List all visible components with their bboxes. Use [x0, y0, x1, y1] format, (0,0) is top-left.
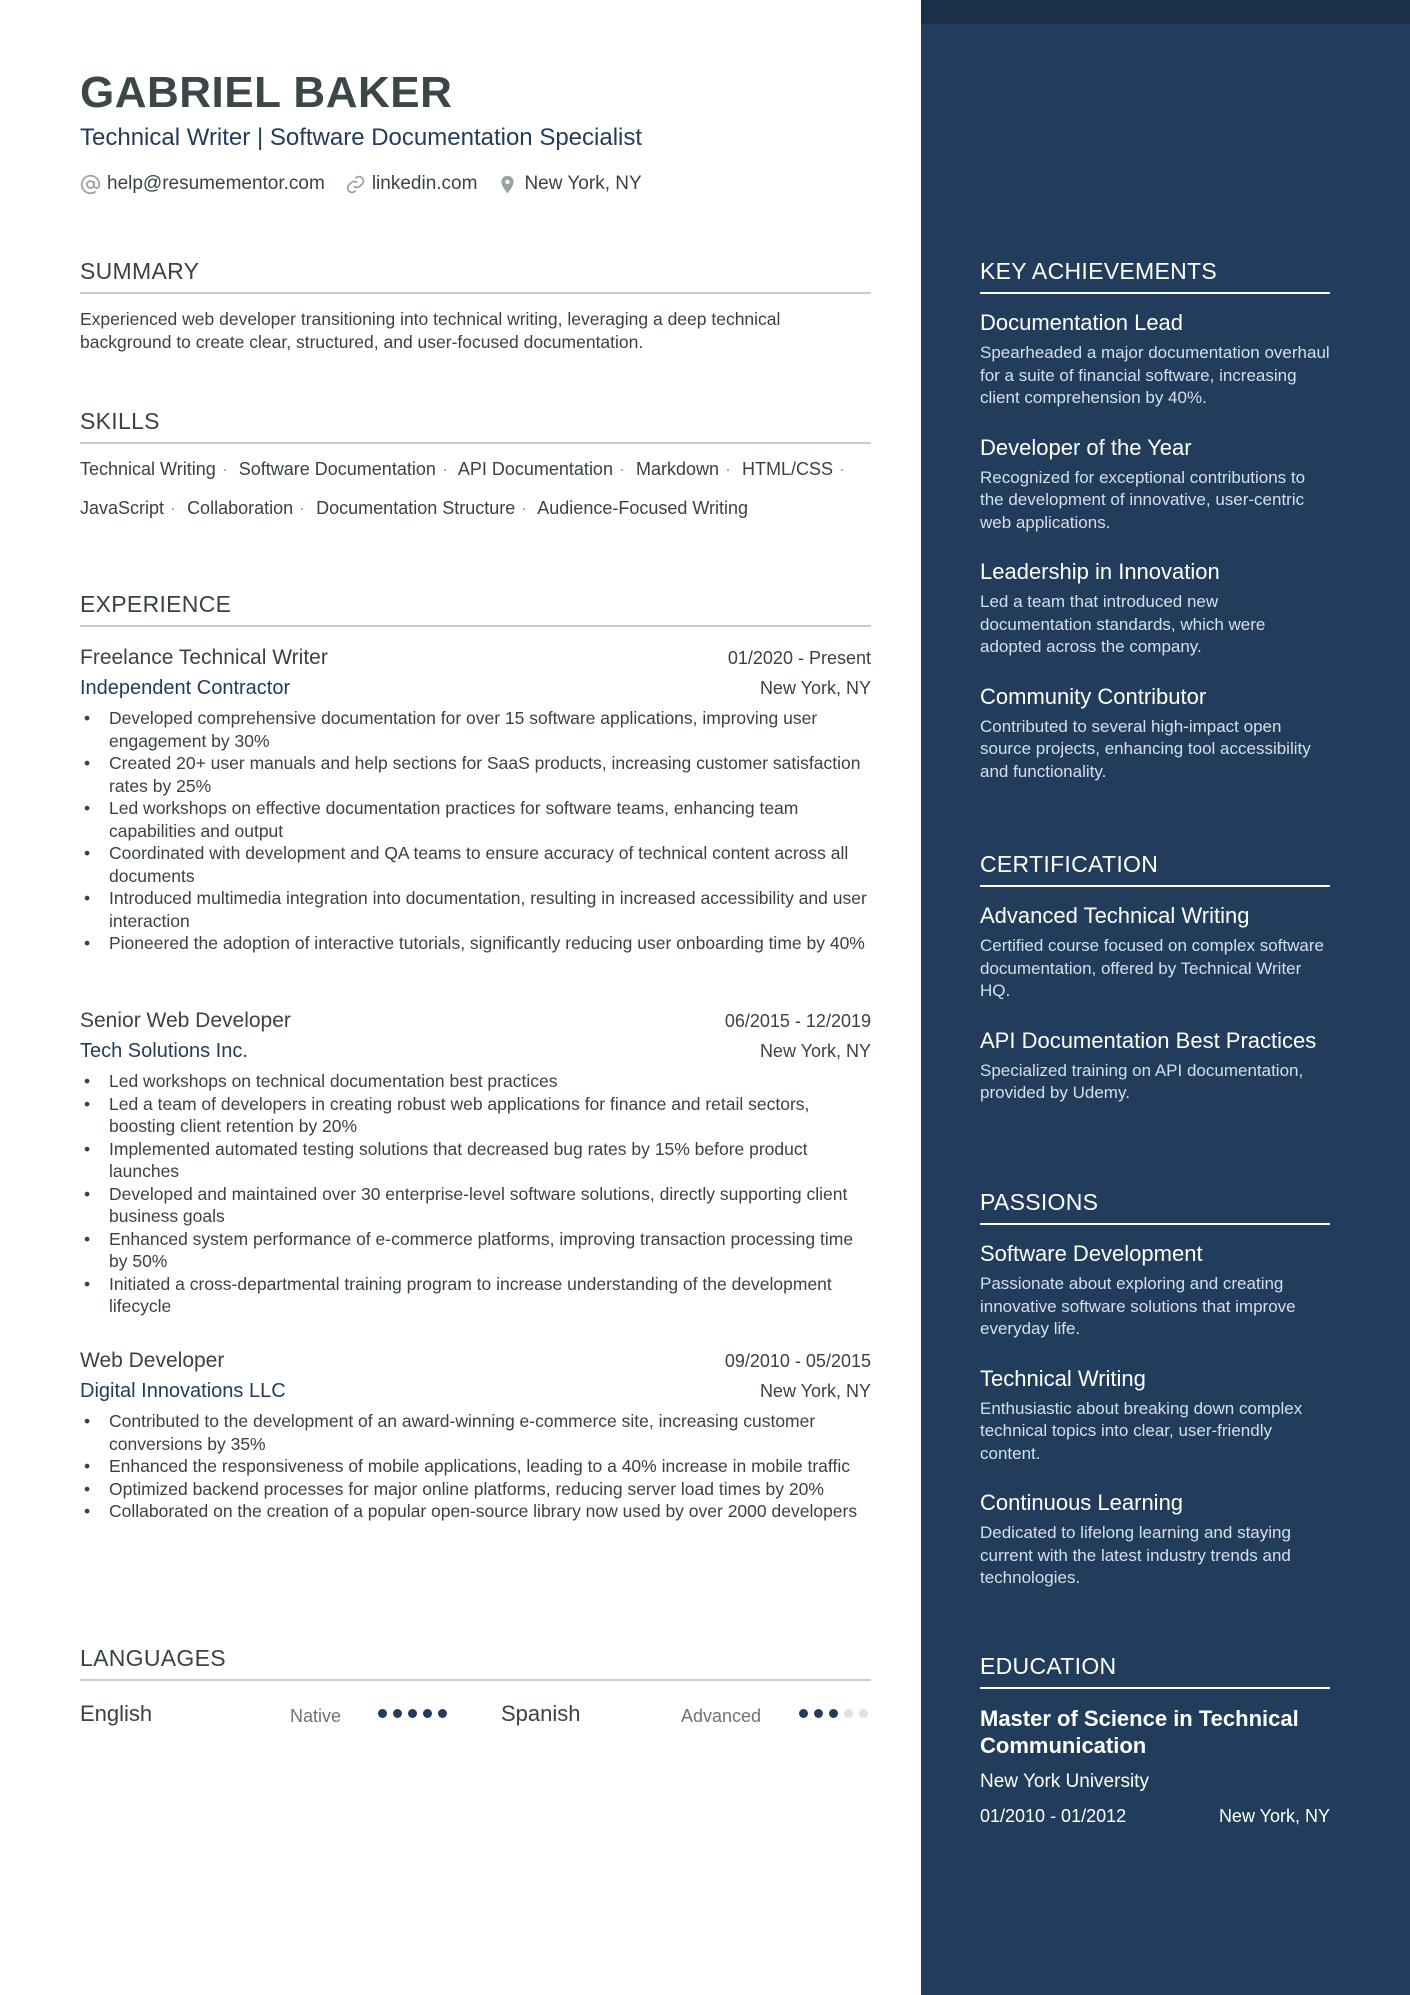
contact-location	[497, 173, 641, 195]
job-entry	[80, 1346, 871, 1523]
at-sign-icon	[80, 174, 101, 195]
skill-separator: ·	[839, 459, 846, 479]
achievement-title: Developer of the Year	[980, 434, 1192, 460]
passion-desc: Enthusiastic about breaking down complex technical topics into clear, user-friendly content.	[980, 1398, 1303, 1463]
sidebar-top-strip	[921, 0, 1410, 24]
job-location: New York, NY	[759, 678, 871, 698]
passion-desc: Dedicated to lifelong learning and staying current with the latest industry trends and technologies.	[980, 1523, 1291, 1587]
map-pin-icon	[497, 174, 518, 195]
job-bullet: • Contributed to the development of an award-winning e-commerce site, increasing customer conversions by 35%	[109, 1410, 871, 1455]
job-entry	[80, 643, 871, 955]
skill-item: Software Documentation	[238, 459, 436, 479]
skills-heading: SKILLS	[80, 406, 871, 444]
experience-heading: EXPERIENCE	[80, 589, 871, 627]
contact-location-text: New York, NY	[524, 173, 642, 194]
rating-dot	[393, 1709, 402, 1718]
job-location: New York, NY	[759, 1381, 871, 1401]
passion-title: Continuous Learning	[980, 1490, 1184, 1515]
skill-item: Markdown	[635, 459, 720, 479]
job-bullet: • Led workshops on effective documentation practices for software teams, enhancing team capabilities and output	[109, 797, 871, 842]
language-level: Advanced	[681, 1706, 762, 1726]
certification-title: Advanced Technical Writing	[980, 903, 1250, 928]
job-company: Independent Contractor	[80, 677, 291, 699]
passion-desc: Passionate about exploring and creating innovative software solutions that improve everyday life.	[980, 1274, 1296, 1338]
achievement-title: Community Contributor	[980, 683, 1207, 709]
contact-bar	[80, 170, 662, 198]
languages-heading: LANGUAGES	[80, 1643, 871, 1681]
languages-section	[80, 1643, 871, 1681]
skill-item: Documentation Structure	[316, 498, 516, 518]
education-school: New York University	[980, 1771, 1149, 1792]
job-bullet: • Led a team of developers in creating robust web applications for finance and retail sectors, boosting client retention by 20%	[109, 1093, 871, 1138]
skill-separator: ·	[221, 459, 228, 479]
achievement-desc: Contributed to several high-impact open source projects, enhancing tool accessibility and functionality.	[980, 716, 1311, 781]
language-level: Native	[290, 1706, 342, 1726]
skills-list	[80, 450, 871, 528]
education-degree: Master of Science in Technical Communication	[980, 1706, 1299, 1758]
rating-dot	[378, 1709, 387, 1718]
certification-section	[980, 849, 1330, 1105]
job-title: Web Developer	[80, 1349, 225, 1372]
certification-desc: Specialized training on API documentation, provided by Udemy.	[980, 1060, 1304, 1102]
passion-item	[980, 1365, 1330, 1466]
passions-heading: PASSIONS	[980, 1187, 1330, 1225]
certification-heading: CERTIFICATION	[980, 849, 1330, 887]
rating-dot	[829, 1709, 838, 1718]
skill-item: Technical Writing	[80, 459, 216, 479]
passion-item	[980, 1240, 1330, 1341]
achievement-desc: Spearheaded a major documentation overhaul for a suite of financial software, increasing client comprehension by 40%.	[980, 343, 1330, 407]
certification-title: API Documentation Best Practices	[980, 1027, 1317, 1053]
rating-dot	[814, 1709, 823, 1718]
achievement-item	[980, 309, 1330, 410]
job-bullet: • Enhanced system performance of e-commerce platforms, improving transaction processing time by 50%	[109, 1228, 871, 1273]
job-title: Senior Web Developer	[80, 1009, 291, 1032]
contact-linkedin[interactable]	[345, 173, 478, 195]
skill-item: Collaboration	[187, 498, 294, 518]
candidate-subtitle: Technical Writer | Software Documentation Specialist	[80, 124, 643, 151]
achievement-desc: Led a team that introduced new documentation standards, which were adopted across the company.	[980, 592, 1266, 656]
job-company: Tech Solutions Inc.	[80, 1040, 248, 1062]
passion-title: Software Development	[980, 1241, 1203, 1266]
skill-separator: ·	[170, 498, 177, 518]
summary-text: Experienced web developer transitioning into technical writing, leveraging a deep technical background to create clear, structured, and user-focused documentation.	[80, 309, 781, 352]
education-location: New York, NY	[1218, 1806, 1330, 1826]
skill-item: HTML/CSS	[742, 459, 834, 479]
language-rating	[799, 1709, 874, 1718]
rating-dot	[799, 1709, 808, 1718]
rating-dot	[438, 1709, 447, 1718]
achievement-desc: Recognized for exceptional contributions to the development of innovative, user-centric web applications.	[980, 467, 1306, 532]
rating-dot	[423, 1709, 432, 1718]
achievement-title: Documentation Lead	[980, 310, 1184, 335]
job-title: Freelance Technical Writer	[80, 646, 328, 669]
skill-separator: ·	[299, 498, 306, 518]
achievement-item	[980, 434, 1330, 535]
job-bullet: • Developed and maintained over 30 enterprise-level software solutions, directly supporting client business goals	[109, 1183, 871, 1228]
job-bullet: • Led workshops on technical documentation best practices	[109, 1070, 871, 1093]
skill-separator: ·	[725, 459, 732, 479]
link-icon	[345, 174, 366, 195]
skill-separator: ·	[521, 498, 528, 518]
contact-linkedin-text: linkedin.com	[371, 173, 478, 194]
certification-desc: Certified course focused on complex software documentation, offered by Technical Writer HQ.	[980, 936, 1324, 1000]
education-section	[980, 1651, 1330, 1829]
summary-section	[80, 256, 871, 353]
skill-separator: ·	[441, 459, 448, 479]
achievements-heading: KEY ACHIEVEMENTS	[980, 256, 1330, 294]
candidate-name: GABRIEL BAKER	[80, 68, 453, 117]
skill-item: JavaScript	[80, 498, 165, 518]
job-date: 09/2010 - 05/2015	[724, 1351, 871, 1371]
rating-dot	[859, 1709, 868, 1718]
skills-section	[80, 406, 871, 528]
language-name: Spanish	[501, 1701, 581, 1726]
skill-separator: ·	[618, 459, 625, 479]
skill-item: Audience-Focused Writing	[537, 498, 749, 518]
contact-email-text: help@resumementor.com	[107, 173, 325, 194]
job-bullet: • Initiated a cross-departmental training program to increase understanding of the development lifecycle	[109, 1273, 871, 1318]
job-bullet: • Optimized backend processes for major online platforms, reducing server load times by 20%	[109, 1478, 871, 1501]
certification-item	[980, 902, 1330, 1003]
achievements-section	[980, 256, 1330, 783]
experience-section	[80, 589, 871, 627]
job-date: 01/2020 - Present	[727, 648, 871, 668]
skill-item: API Documentation	[457, 459, 613, 479]
passion-item	[980, 1489, 1330, 1590]
education-heading: EDUCATION	[980, 1651, 1330, 1689]
job-date: 06/2015 - 12/2019	[724, 1011, 871, 1031]
rating-dot	[844, 1709, 853, 1718]
education-dates: 01/2010 - 01/2012	[980, 1806, 1127, 1826]
job-bullet: • Created 20+ user manuals and help sections for SaaS products, increasing customer satisfaction rates by 25%	[109, 752, 871, 797]
achievement-item	[980, 558, 1330, 659]
job-bullet: • Introduced multimedia integration into documentation, resulting in increased accessibility and user interaction	[109, 887, 871, 932]
job-company: Digital Innovations LLC	[80, 1380, 286, 1402]
job-bullet: • Collaborated on the creation of a popular open-source library now used by over 2000 developers	[109, 1500, 871, 1523]
job-bullet: • Developed comprehensive documentation for over 15 software applications, improving user engagement by 30%	[109, 707, 871, 752]
summary-heading: SUMMARY	[80, 256, 871, 294]
certification-item	[980, 1027, 1330, 1105]
job-bullet: • Coordinated with development and QA teams to ensure accuracy of technical content across all documents	[109, 842, 871, 887]
job-bullets	[80, 1410, 871, 1523]
language-rating	[378, 1709, 453, 1718]
contact-email[interactable]	[80, 173, 325, 195]
rating-dot	[408, 1709, 417, 1718]
job-bullets	[80, 1070, 871, 1318]
job-entry	[80, 1006, 871, 1318]
passions-section	[980, 1187, 1330, 1590]
achievement-title: Leadership in Innovation	[980, 559, 1220, 584]
job-bullet: • Pioneered the adoption of interactive tutorials, significantly reducing user onboarding time by 40%	[109, 932, 871, 955]
job-bullet: • Enhanced the responsiveness of mobile applications, leading to a 40% increase in mobile traffic	[109, 1455, 871, 1478]
language-name: English	[80, 1701, 153, 1726]
languages-list	[80, 1697, 871, 1731]
job-bullets	[80, 707, 871, 955]
passion-title: Technical Writing	[980, 1365, 1146, 1391]
job-bullet: • Implemented automated testing solutions that decreased bug rates by 15% before product launches	[109, 1138, 871, 1183]
job-location: New York, NY	[759, 1041, 871, 1061]
achievement-item	[980, 683, 1330, 784]
